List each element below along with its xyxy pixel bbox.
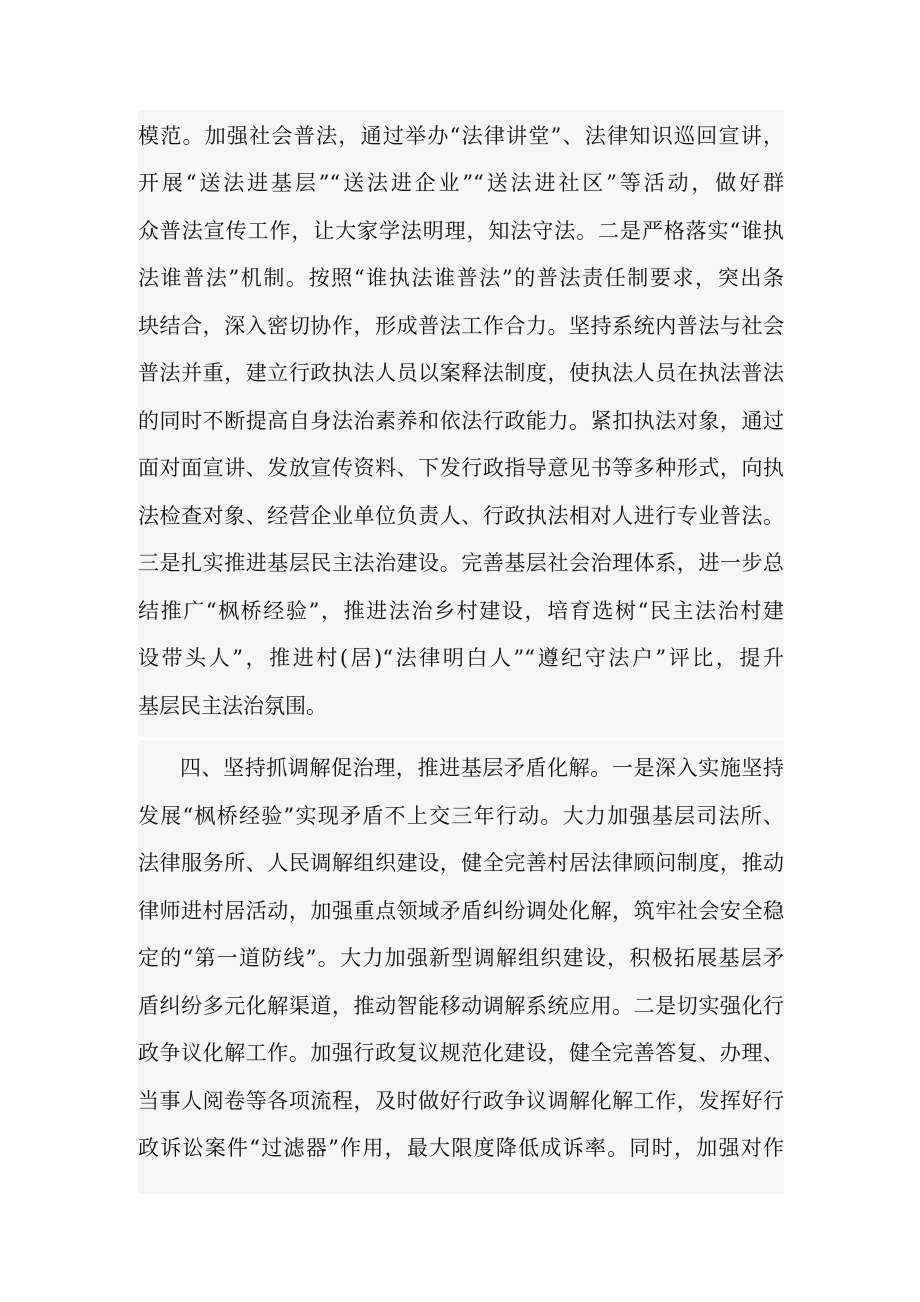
paragraph-1-line-13: 基层民主法治氛围。 bbox=[138, 694, 327, 718]
paragraph-1-line-2: 开展“送法进基层”“送法进企业”“送法进社区”等活动，做好群 bbox=[138, 171, 784, 195]
paragraph-1-line-5: 块结合，深入密切协作，形成普法工作合力。坚持系统内普法与社会 bbox=[138, 314, 784, 338]
paragraph-2-line-6: 盾纠纷多元化解渠道，推动智能移动调解系统应用。二是切实强化行 bbox=[138, 994, 784, 1018]
paragraph-2-line-3: 法律服务所、人民调解组织建设，健全完善村居法律顾问制度，推动 bbox=[138, 851, 784, 875]
paragraph-1-line-7: 的同时不断提高自身法治素养和依法行政能力。紧扣执法对象，通过 bbox=[138, 409, 784, 433]
paragraph-1-line-9: 法检查对象、经营企业单位负责人、行政执法相对人进行专业普法。 bbox=[138, 504, 784, 528]
paragraph-2-line-9: 政诉讼案件“过滤器”作用，最大限度降低成诉率。同时，加强对作 bbox=[138, 1136, 784, 1160]
paragraph-1-line-4: 法谁普法”机制。按照“谁执法谁普法”的普法责任制要求，突出条 bbox=[138, 266, 784, 290]
paragraph-1-line-10: 三是扎实推进基层民主法治建设。完善基层社会治理体系，进一步总 bbox=[138, 551, 784, 575]
paragraph-1-line-3: 众普法宣传工作，让大家学法明理，知法守法。二是严格落实“谁执 bbox=[138, 219, 784, 243]
paragraph-2-line-2: 发展“枫桥经验”实现矛盾不上交三年行动。大力加强基层司法所、 bbox=[138, 804, 784, 828]
paragraph-2-line-7: 政争议化解工作。加强行政复议规范化建设，健全完善答复、办理、 bbox=[138, 1041, 784, 1065]
paragraph-2-line-4: 律师进村居活动，加强重点领域矛盾纠纷调处化解，筑牢社会安全稳 bbox=[138, 899, 784, 923]
paragraph-1-line-1: 模范。加强社会普法，通过举办“法律讲堂”、法律知识巡回宣讲， bbox=[138, 124, 784, 148]
paragraph-2-line-8: 当事人阅卷等各项流程，及时做好行政争议调解化解工作，发挥好行 bbox=[138, 1089, 784, 1113]
paragraph-1-line-11: 结推广“枫桥经验”，推进法治乡村建设，培育选树“民主法治村建 bbox=[138, 599, 784, 623]
paragraph-1-line-6: 普法并重，建立行政执法人员以案释法制度，使执法人员在执法普法 bbox=[138, 361, 784, 385]
paragraph-2-line-1: 四、坚持抓调解促治理，推进基层矛盾化解。一是深入实施坚持 bbox=[180, 756, 784, 780]
paragraph-1 bbox=[138, 110, 784, 737]
paragraph-1-line-12: 设带头人”，推进村(居)“法律明白人”“遵纪守法户”评比，提升 bbox=[138, 646, 784, 670]
paragraph-2 bbox=[138, 740, 784, 1194]
paragraph-1-line-8: 面对面宣讲、发放宣传资料、下发行政指导意见书等多种形式，向执 bbox=[138, 456, 784, 480]
paragraph-2-line-5: 定的“第一道防线”。大力加强新型调解组织建设，积极拓展基层矛 bbox=[138, 946, 784, 970]
